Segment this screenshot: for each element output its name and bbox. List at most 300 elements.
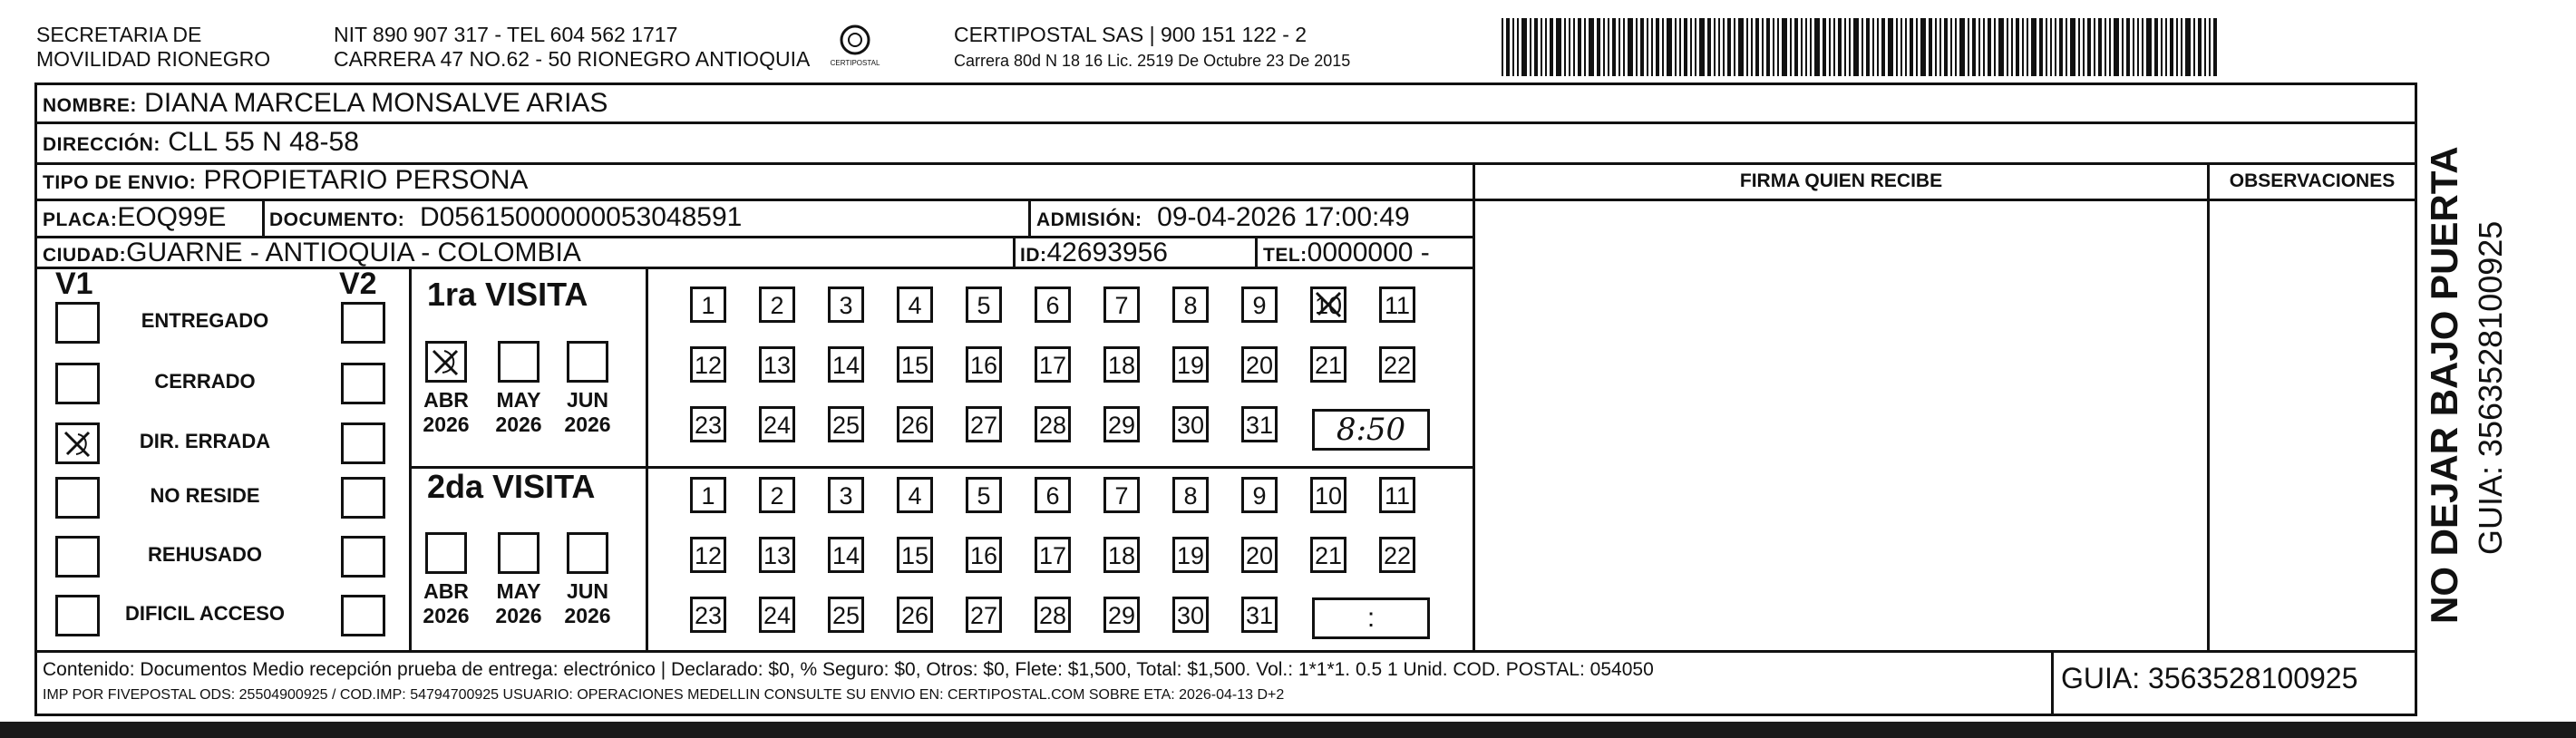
barcode-bar: [1762, 18, 1764, 76]
day-number: 6: [1045, 482, 1060, 510]
check-mark-icon: [428, 344, 464, 380]
barcode-bar: [1589, 18, 1594, 76]
day-number: 24: [763, 412, 792, 439]
barcode-bar: [1640, 18, 1644, 76]
month-name: JUN: [566, 579, 608, 603]
day-number: 21: [1314, 352, 1343, 379]
visit2-day-box[interactable]: [1379, 477, 1415, 513]
barcode-bar: [1667, 18, 1672, 76]
barcode-bar: [1718, 18, 1720, 76]
barcode-bar: [1782, 18, 1787, 76]
documento-value: D05615000000053048591: [419, 202, 743, 232]
visit2-day-box[interactable]: [759, 477, 795, 513]
visit1-day-box[interactable]: [1241, 286, 1278, 323]
placa-value: EOQ99E: [117, 202, 227, 232]
barcode-bar: [1853, 18, 1859, 76]
footer-print-line: IMP POR FIVEPOSTAL ODS: 25504900925 / COD.IMP: 54794700925 USUARIO: OPERACIONES MEDELLIN CONSULTE SU ENVIO EN: CERTIPOSTAL.COM SOBRE ETA: 2026-04-13 D+2: [43, 687, 1285, 703]
v2-checkbox[interactable]: [341, 536, 385, 578]
barcode-bar: [1955, 18, 1957, 76]
status-option-label: NO RESIDE: [150, 484, 260, 507]
barcode-bar: [1994, 18, 1996, 76]
visit2-day-box[interactable]: [828, 597, 864, 633]
visit1-day-box[interactable]: [897, 346, 933, 383]
day-number: 24: [763, 602, 792, 629]
barcode-bar: [1829, 18, 1831, 76]
visit1-day-box[interactable]: [690, 346, 726, 383]
barcode-bar: [1534, 18, 1538, 76]
barcode-bar: [2011, 18, 2013, 76]
v2-checkbox[interactable]: [341, 363, 385, 404]
visit1-day-box[interactable]: [1241, 346, 1278, 383]
v1-checkbox[interactable]: [55, 422, 100, 464]
barcode-bar: [1723, 18, 1725, 76]
barcode-bar: [1968, 18, 1969, 76]
barcode-bar: [1916, 18, 1918, 76]
day-number: 17: [1038, 352, 1067, 379]
day-number: 9: [1252, 482, 1267, 510]
visit2-day-box[interactable]: [1241, 597, 1278, 633]
visit1-day-box[interactable]: [1035, 346, 1071, 383]
status-option-label: DIFICIL ACCESO: [124, 602, 285, 625]
day-number: 26: [900, 602, 929, 629]
status-option-label: CERRADO: [154, 370, 256, 393]
barcode-bar: [2094, 18, 2095, 76]
barcode-bar: [1833, 18, 1835, 76]
barcode-bar: [2050, 18, 2052, 76]
barcode-bar: [1512, 18, 1514, 76]
day-number: 11: [1384, 292, 1411, 319]
barcode-bar: [2176, 18, 2178, 76]
day-number: 17: [1038, 542, 1067, 569]
status-option-label: REHUSADO: [148, 543, 262, 566]
barcode-bar: [1881, 18, 1885, 76]
barcode-bar: [1773, 18, 1774, 76]
barcode-bar: [2204, 18, 2206, 76]
barcode-bar: [1684, 18, 1687, 76]
barcode-bar: [2109, 18, 2111, 76]
day-number: 22: [1383, 352, 1412, 379]
month-name: MAY: [496, 388, 541, 412]
visit1-day-box[interactable]: [966, 406, 1002, 442]
day-number: 19: [1176, 352, 1205, 379]
day-number: 12: [694, 542, 723, 569]
day-number: 20: [1245, 352, 1274, 379]
barcode-bar: [1935, 18, 1937, 76]
tipo-label: TIPO DE ENVIO:: [43, 172, 197, 193]
v2-checkbox[interactable]: [341, 422, 385, 464]
visit2-day-box[interactable]: [828, 477, 864, 513]
visit2-day-box[interactable]: [1035, 597, 1071, 633]
barcode-bar: [2133, 18, 2134, 76]
v1-checkbox[interactable]: [55, 363, 100, 404]
month-year: 2026: [495, 413, 542, 436]
barcode-bar: [1872, 18, 1874, 76]
barcode-bar: [1998, 18, 2004, 76]
barcode-bar: [1707, 18, 1711, 76]
barcode-bar: [1679, 18, 1681, 76]
barcode-bar: [2209, 18, 2211, 76]
visit1-day-box[interactable]: [1103, 346, 1140, 383]
visit2-day-box[interactable]: [690, 597, 726, 633]
barcode-bar: [1662, 18, 1664, 76]
visit2-day-box[interactable]: [897, 477, 933, 513]
day-number: 27: [969, 602, 998, 629]
visit2-day-box[interactable]: [1103, 597, 1140, 633]
day-number: 1: [701, 292, 715, 319]
visit1-day-box[interactable]: [897, 286, 933, 323]
visit2-month-label: [485, 579, 552, 628]
courier-line2: Carrera 80d N 18 16 Lic. 2519 De Octubre 23 De 2015: [954, 52, 1351, 70]
barcode-bar: [1569, 18, 1570, 76]
visit1-month-label: [413, 388, 480, 437]
admision-value: 09-04-2026 17:00:49: [1157, 202, 1410, 232]
barcode-bar: [1849, 18, 1851, 76]
day-number: 2: [770, 482, 784, 510]
barcode-bar: [1541, 18, 1542, 76]
day-number: 15: [900, 542, 929, 569]
visit2-day-box[interactable]: [897, 537, 933, 573]
v1-checkbox[interactable]: [55, 302, 100, 344]
visit1-month-label: [485, 388, 552, 437]
barcode-bar: [2161, 18, 2163, 76]
day-number: 14: [831, 352, 860, 379]
signature-area[interactable]: [1479, 205, 2202, 646]
documento-label: DOCUMENTO:: [269, 209, 405, 230]
visit1-day-box[interactable]: [1172, 286, 1209, 323]
visit1-day-box[interactable]: [1035, 406, 1071, 442]
barcode-bar: [2059, 18, 2063, 76]
visit2-day-box[interactable]: [966, 537, 1002, 573]
barcode-bar: [2137, 18, 2139, 76]
visit1-month-checkbox[interactable]: [425, 341, 467, 383]
visit2-day-box[interactable]: [690, 477, 726, 513]
v2-checkbox[interactable]: [341, 595, 385, 636]
visit1-day-box[interactable]: [1172, 406, 1209, 442]
check-mark-icon: [1313, 289, 1344, 320]
no-dejar-bajo-puerta: NO DEJAR BAJO PUERTA: [2423, 146, 2465, 624]
barcode-bar: [1647, 18, 1648, 76]
barcode-bar: [1751, 18, 1753, 76]
visit1-month-checkbox[interactable]: [498, 341, 540, 383]
month-year: 2026: [423, 413, 470, 436]
tel-row: [1263, 238, 1430, 271]
barcode-bar: [2193, 18, 2195, 76]
barcode-bar: [1695, 18, 1696, 76]
barcode-bar: [1978, 18, 1980, 76]
barcode-bar: [2213, 18, 2217, 76]
visit1-month-checkbox[interactable]: [567, 341, 608, 383]
barcode-bar: [1628, 18, 1633, 76]
barcode-bar: [2098, 18, 2102, 76]
logo-text: CERTIPOSTAL: [830, 59, 880, 67]
id-value: 42693956: [1046, 238, 1168, 267]
month-name: ABR: [423, 579, 469, 603]
barcode-bar: [1805, 18, 1807, 76]
day-number: 16: [969, 352, 998, 379]
day-number: 10: [1314, 482, 1343, 510]
barcode-bar: [1929, 18, 1932, 76]
visit1-day-box[interactable]: [690, 406, 726, 442]
side-guia: GUIA: 3563528100925: [2472, 220, 2509, 555]
day-number: 7: [1114, 292, 1129, 319]
day-number: 18: [1107, 542, 1136, 569]
visit2-day-box[interactable]: [1172, 597, 1209, 633]
barcode-bar: [1517, 18, 1519, 76]
barcode-bar: [1755, 18, 1759, 76]
barcode-bar: [2046, 18, 2047, 76]
visit2-month-checkbox[interactable]: [425, 532, 467, 574]
barcode-bar: [2022, 18, 2024, 76]
barcode-bar: [2016, 18, 2019, 76]
courier-line1: CERTIPOSTAL SAS | 900 151 122 - 2: [954, 23, 1307, 46]
footer-content-line: Contenido: Documentos Medio recepción prueba de entrega: electrónico | Declarado: $0, % Seguro: $0, Otros: $0, Flete: $1,500, Total: $1,500. Vol.: 1*1*1. 0.5 1 Unid. COD. POSTAL: 054050: [43, 659, 1654, 680]
barcode-bar: [1823, 18, 1826, 76]
visit2-day-box[interactable]: [1310, 477, 1346, 513]
org-name-line2: MOVILIDAD RIONEGRO: [36, 47, 271, 71]
admision-label: ADMISIÓN:: [1036, 209, 1142, 230]
visit2-month-checkbox[interactable]: [567, 532, 608, 574]
tel-value: 0000000 -: [1307, 238, 1430, 267]
barcode-bar: [1597, 18, 1600, 76]
barcode-bar: [1623, 18, 1625, 76]
visit1-month-label: [554, 388, 621, 437]
day-number: 26: [900, 412, 929, 439]
barcode-bar: [1578, 18, 1581, 76]
status-option-label: ENTREGADO: [141, 309, 269, 332]
v2-checkbox[interactable]: [341, 477, 385, 519]
tipo-value: PROPIETARIO PERSONA: [203, 165, 529, 195]
visit1-day-box[interactable]: [897, 406, 933, 442]
barcode-bar: [1920, 18, 1926, 76]
day-number: 29: [1107, 602, 1136, 629]
barcode-bar: [1603, 18, 1605, 76]
day-number: 8: [1183, 482, 1198, 510]
month-year: 2026: [564, 604, 611, 627]
visit2-day-box[interactable]: [759, 597, 795, 633]
admision-row: [1036, 202, 1410, 236]
day-number: 30: [1176, 602, 1205, 629]
barcode-bar: [1727, 18, 1731, 76]
placa-row: [43, 202, 226, 236]
day-number: 27: [969, 412, 998, 439]
visit2-month-checkbox[interactable]: [498, 532, 540, 574]
ciudad-value: GUARNE - ANTIOQUIA - COLOMBIA: [126, 238, 581, 267]
check-mark-icon: [58, 425, 97, 461]
barcode-bar: [1877, 18, 1879, 76]
visit1-day-box[interactable]: [1310, 346, 1346, 383]
visit2-day-box[interactable]: [759, 537, 795, 573]
visit1-day-box[interactable]: [1379, 286, 1415, 323]
barcode-bar: [2154, 18, 2158, 76]
v1-checkbox[interactable]: [55, 595, 100, 636]
day-number: 16: [969, 542, 998, 569]
barcode-bar: [1905, 18, 1907, 76]
v1-checkbox[interactable]: [55, 477, 100, 519]
day-number: 1: [701, 482, 715, 510]
barcode-bar: [1746, 18, 1748, 76]
day-number: 9: [1252, 292, 1267, 319]
barcode-bar: [1619, 18, 1620, 76]
visit2-day-box[interactable]: [1172, 477, 1209, 513]
day-number: 15: [900, 352, 929, 379]
barcode-bar: [1983, 18, 1985, 76]
barcode-bar: [1862, 18, 1863, 76]
day-number: 21: [1314, 542, 1343, 569]
barcode-bar: [1714, 18, 1716, 76]
barcode-bar: [1612, 18, 1616, 76]
visit1-day-box[interactable]: [1310, 286, 1346, 323]
barcode-bar: [2142, 18, 2143, 76]
day-number: 25: [831, 602, 860, 629]
visit2-day-box[interactable]: [1379, 537, 1415, 573]
month-year: 2026: [495, 604, 542, 627]
barcode-bar: [1521, 18, 1527, 76]
visit2-day-box[interactable]: [966, 477, 1002, 513]
visit1-day-box[interactable]: [828, 346, 864, 383]
visit2-day-box[interactable]: [1310, 537, 1346, 573]
visit1-day-box[interactable]: [759, 286, 795, 323]
visit1-day-box[interactable]: [1172, 346, 1209, 383]
barcode-bar: [1690, 18, 1692, 76]
month-year: 2026: [423, 604, 470, 627]
visit2-time-box[interactable]: :: [1312, 597, 1430, 639]
barcode: [1502, 18, 2225, 76]
barcode-bar: [2066, 18, 2067, 76]
ciudad-label: CIUDAD:: [43, 245, 127, 266]
address-line: CARRERA 47 NO.62 - 50 RIONEGRO ANTIOQUIA: [334, 47, 811, 71]
visit1-day-box[interactable]: [1103, 286, 1140, 323]
visit2-day-box[interactable]: [1172, 537, 1209, 573]
direccion-label: DIRECCIÓN:: [43, 134, 160, 155]
barcode-bar: [2185, 18, 2191, 76]
visit2-day-box[interactable]: [1035, 477, 1071, 513]
barcode-bar: [2039, 18, 2043, 76]
barcode-bar: [1844, 18, 1846, 76]
barcode-bar: [1866, 18, 1870, 76]
v2-header: V2: [339, 267, 377, 301]
barcode-bar: [2122, 18, 2124, 76]
barcode-bar: [2181, 18, 2182, 76]
barcode-bar: [1944, 18, 1948, 76]
day-number: 20: [1245, 542, 1274, 569]
barcode-bar: [2126, 18, 2130, 76]
barcode-bar: [2027, 18, 2028, 76]
day-number: 12: [694, 352, 723, 379]
documento-row: [269, 202, 742, 236]
visit2-day-box[interactable]: [828, 537, 864, 573]
day-number: 31: [1245, 412, 1274, 439]
barcode-bar: [1777, 18, 1779, 76]
barcode-bar: [1838, 18, 1842, 76]
v1-header: V1: [55, 267, 93, 301]
visit2-day-box[interactable]: [966, 597, 1002, 633]
barcode-bar: [2114, 18, 2119, 76]
barcode-bar: [1900, 18, 1902, 76]
barcode-bar: [1810, 18, 1812, 76]
visit1-day-box[interactable]: [1035, 286, 1071, 323]
day-number: 14: [831, 542, 860, 569]
direccion-value: CLL 55 N 48-58: [168, 127, 359, 157]
barcode-bar: [1556, 18, 1561, 76]
v1-checkbox[interactable]: [55, 536, 100, 578]
id-row: [1020, 238, 1168, 271]
barcode-bar: [1959, 18, 1965, 76]
month-year: 2026: [564, 413, 611, 436]
barcode-bar: [1530, 18, 1531, 76]
nombre-label: NOMBRE:: [43, 95, 137, 116]
day-number: 30: [1176, 412, 1205, 439]
barcode-bar: [1801, 18, 1803, 76]
barcode-bar: [2031, 18, 2036, 76]
visit2-day-box[interactable]: [1035, 537, 1071, 573]
v2-checkbox[interactable]: [341, 302, 385, 344]
visit1-day-box[interactable]: [1241, 406, 1278, 442]
visit2-day-box[interactable]: [897, 597, 933, 633]
visit2-day-box[interactable]: [1103, 477, 1140, 513]
barcode-bar: [2146, 18, 2152, 76]
barcode-bar: [1502, 18, 1503, 76]
scan-edge: [0, 722, 2576, 738]
barcode-bar: [1573, 18, 1575, 76]
day-number: 7: [1114, 482, 1129, 510]
day-number: 4: [908, 482, 922, 510]
firma-label: FIRMA QUIEN RECIBE: [1739, 170, 1943, 191]
observations-area[interactable]: [2213, 205, 2409, 646]
delivery-card: [34, 83, 2417, 716]
barcode-bar: [1545, 18, 1547, 76]
month-name: JUN: [566, 388, 608, 412]
day-number: 5: [977, 482, 991, 510]
nombre-row: [43, 88, 608, 121]
visit1-day-box[interactable]: [966, 346, 1002, 383]
visit1-day-box[interactable]: [690, 286, 726, 323]
visit1-day-box[interactable]: [828, 286, 864, 323]
visit2-month-label: [554, 579, 621, 628]
day-number: 2: [770, 292, 784, 319]
visit1-day-box[interactable]: [1103, 406, 1140, 442]
tipo-row: [43, 165, 528, 199]
visit1-time-box[interactable]: 8:50: [1312, 409, 1430, 451]
day-number: 10: [1314, 292, 1343, 319]
barcode-bar: [1656, 18, 1659, 76]
barcode-bar: [1939, 18, 1941, 76]
barcode-bar: [1766, 18, 1770, 76]
visit1-day-box[interactable]: [1379, 346, 1415, 383]
observaciones-label: OBSERVACIONES: [2229, 170, 2396, 191]
day-number: 4: [908, 292, 922, 319]
barcode-bar: [1675, 18, 1677, 76]
visit1-day-box[interactable]: [759, 406, 795, 442]
barcode-bar: [2083, 18, 2085, 76]
day-number: 8: [1183, 292, 1198, 319]
barcode-bar: [2087, 18, 2091, 76]
footer-guia: GUIA: 3563528100925: [2061, 662, 2358, 694]
nombre-value: DIANA MARCELA MONSALVE ARIAS: [144, 88, 608, 118]
month-name: ABR: [423, 388, 469, 412]
barcode-bar: [1608, 18, 1609, 76]
visit1-day-box[interactable]: [828, 406, 864, 442]
visit1-day-box[interactable]: [759, 346, 795, 383]
visit2-day-box[interactable]: [1241, 477, 1278, 513]
direccion-row: [43, 127, 359, 160]
visit2-day-box[interactable]: [690, 537, 726, 573]
visit2-day-box[interactable]: [1103, 537, 1140, 573]
visit2-day-box[interactable]: [1241, 537, 1278, 573]
barcode-bar: [2070, 18, 2075, 76]
barcode-bar: [2078, 18, 2080, 76]
ciudad-row: [43, 238, 581, 271]
visit1-day-box[interactable]: [966, 286, 1002, 323]
